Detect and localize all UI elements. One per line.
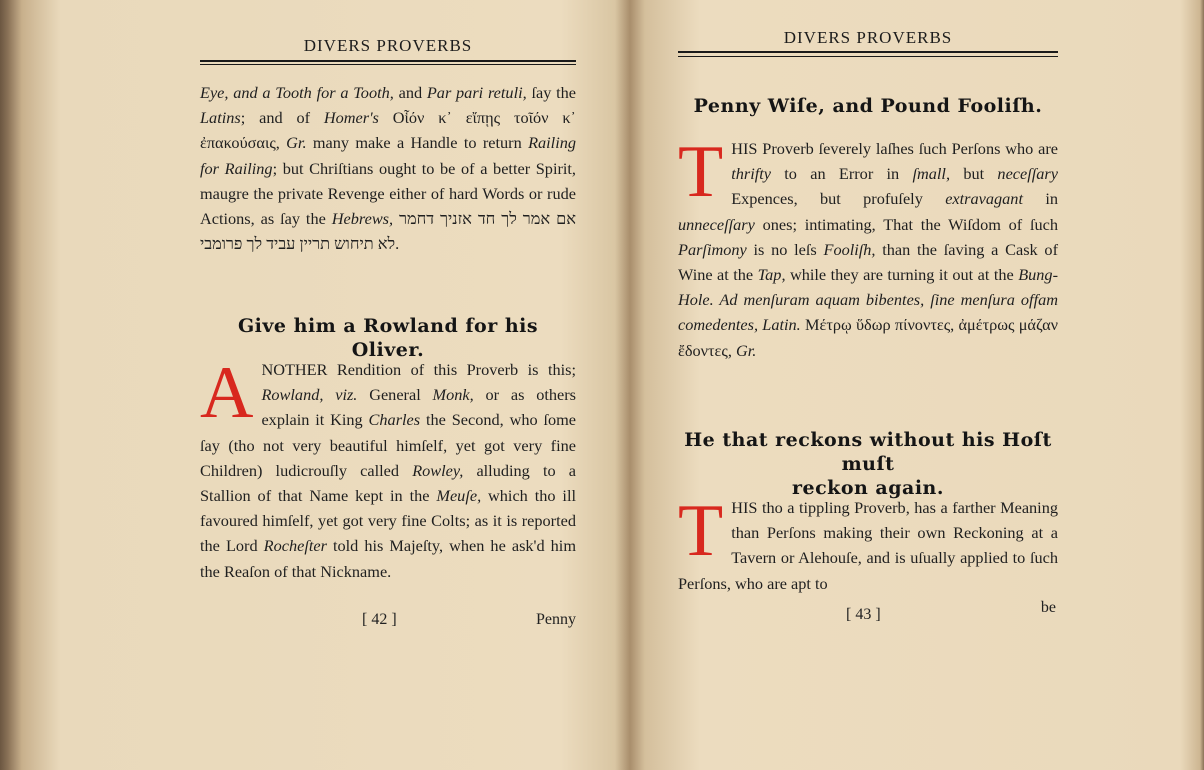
italic-text: neceſſary — [997, 164, 1058, 184]
proverb-paragraph — [200, 352, 577, 584]
drop-cap: T — [678, 490, 724, 572]
text-run: Expences, but profuſely — [731, 189, 946, 209]
paragraph-text — [200, 352, 577, 581]
italic-text: Hebrews, — [331, 209, 394, 229]
header-rule-thin — [200, 64, 576, 65]
paragraph-text — [678, 490, 1058, 593]
text-run: אם אמר לך חד אזניך דחמר לא תיחוש תריין עביד לך פרומבי. — [200, 209, 577, 254]
italic-text: Bung-Hole. Ad menſuram aquam bibentes, ſine menſura offam comedentes, Latin. — [678, 265, 1058, 335]
text-run: alluding to a Stallion of that Name kept in the — [200, 460, 576, 506]
drop-cap: T — [678, 131, 724, 213]
continued-paragraph — [200, 80, 576, 256]
italic-text: Gr. — [286, 133, 307, 153]
text-run: told his Majeſty, when he ask'd him the Reaſon of that Nickname. — [200, 536, 576, 581]
text-run: while they are turning it out at the — [785, 265, 1019, 285]
italic-text: ſmall, — [912, 164, 951, 184]
proverb-paragraph — [678, 490, 1058, 596]
italic-text: Fooliſh, — [823, 239, 876, 259]
italic-text: Meuſe, — [436, 486, 482, 506]
italic-text: Homer's — [323, 108, 379, 128]
italic-text: Tap, — [757, 265, 786, 285]
proverb-heading: Give him a Rowland for his Oliver. — [237, 315, 539, 361]
page-number: [ 43 ] — [846, 606, 881, 623]
text-run: than the ſaving a Cask of Wine at the — [678, 239, 1058, 285]
text-run: ; and of — [240, 108, 324, 128]
italic-text: Rocheſter — [263, 536, 327, 556]
text-run: the Second, who ſome ſay (tho not very beautiful himſelf, yet got very fine Children) ludicrouſly called — [200, 410, 577, 480]
italic-text: unneceſſary — [678, 214, 755, 234]
text-run: Οἷόν κ᾽ εἴπῃς τοῖόν κ᾽ ἐπακούσαις, — [200, 108, 576, 153]
text-run: and — [393, 83, 427, 102]
italic-text: Rowley, — [412, 460, 464, 480]
header-rule — [200, 60, 576, 62]
italic-text: Parſimony — [678, 239, 747, 259]
text-run: is no leſs — [746, 239, 824, 259]
right-page — [678, 0, 1058, 770]
italic-text: Par pari retuli, — [426, 83, 527, 102]
text-run: Μέτρῳ ὕδωρ πίνοντες, ἀμέτρως μάζαν ἔδοντες, — [678, 315, 1058, 360]
text-run: General — [357, 385, 433, 405]
running-header: DIVERS PROVERBS — [303, 36, 473, 55]
page-number: [ 42 ] — [362, 611, 397, 628]
catchword: Penny — [536, 611, 576, 628]
italic-text: Eye, and a Tooth for a Tooth, — [200, 83, 394, 102]
drop-cap: A — [200, 352, 254, 434]
text-run: many make a Handle to return — [306, 133, 529, 153]
heading-line: reckon again. — [792, 477, 944, 499]
catchword: be — [1040, 599, 1056, 616]
italic-text: Monk, — [432, 385, 474, 405]
proverb-heading: Penny Wiſe, and Pound Fooliſh. — [693, 95, 1043, 117]
italic-text: Charles — [368, 410, 421, 430]
text-run: but — [950, 164, 998, 184]
text-run: HIS tho a tippling Proverb, has a farther Meaning than Perſons making their own Reckoning at a Tavern or Alehouſe, and is uſually applied to ſuch Perſons, who are apt to — [678, 498, 1058, 593]
header-rule — [678, 51, 1058, 53]
text-run: ; but Chriſtians ought to be of a better Spirit, maugre the private Revenge either of hard Words or rude Actions, as ſay the — [200, 158, 577, 229]
proverb-paragraph — [678, 131, 1058, 363]
italic-text: Gr. — [735, 340, 757, 360]
italic-text: Rowland, viz. — [261, 385, 358, 405]
text-run: to an Error in — [771, 164, 913, 184]
text-run: ſay the — [526, 83, 576, 102]
italic-text: Latins — [200, 108, 241, 128]
paragraph-text — [678, 131, 1058, 360]
text-run: which tho ill favoured himſelf, yet got very fine Colts; as it is reported the Lord — [200, 486, 576, 556]
running-header: DIVERS PROVERBS — [783, 28, 953, 47]
text-run: NOTHER Rendition of this Proverb is this; — [261, 360, 576, 379]
left-page — [200, 0, 576, 770]
header-rule-thin — [678, 56, 1058, 57]
italic-text: Railing for Railing — [200, 133, 576, 178]
proverb-heading — [678, 428, 1058, 500]
text-run: in — [1022, 189, 1058, 209]
italic-text: thrifty — [731, 164, 771, 184]
text-run: or as others explain it King — [261, 385, 577, 430]
text-run: HIS Proverb ſeverely laſhes ſuch Perſons who are — [731, 139, 1058, 158]
italic-text: extravagant — [945, 189, 1023, 209]
heading-line: He that reckons without his Hoſt muſt — [684, 429, 1052, 475]
text-run: ones; intimating, That the Wiſdom of ſuch — [754, 214, 1058, 234]
